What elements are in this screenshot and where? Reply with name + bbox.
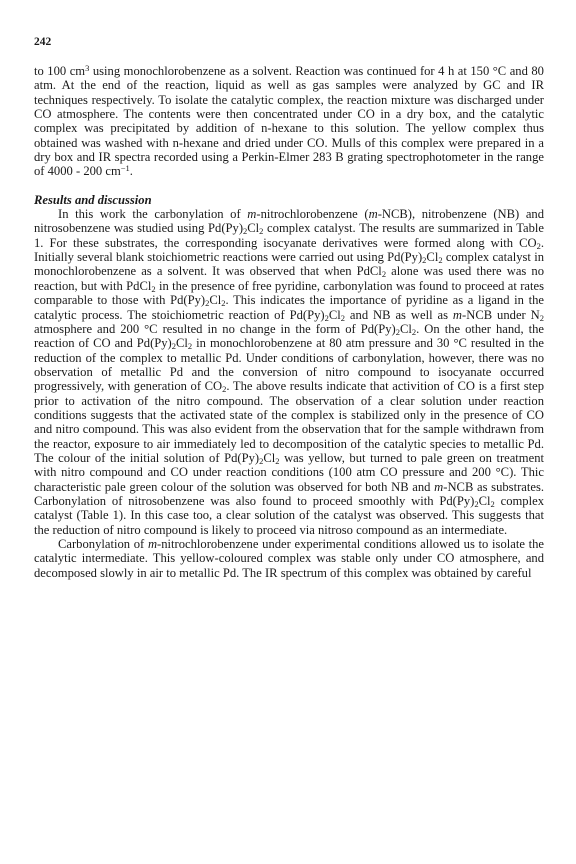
paragraph-intro: to 100 $cm^3$ using monochlorobenzene as a solvent. Reaction was continued for 4 h at 150 °C and 80 atm. At the end of the reaction, liquid as well as gas samples were analyzed by GC and IR techniques respectively. To isolate the catalytic complex, the reaction mixture was discharged under CO atmosphere. The contents were then concentrated under CO in a dry box, and the catalytic complex was precipitated by addition of n-hexane to this solution. The yellow complex thus obtained was washed with n-hexane and dried under CO. Mulls of this complex were prepared in a dry box and IR spectra recorded using a Perkin-Elmer 283 B grating spectrophotometer in the range of 4000 - 200 $cm^{-1}$. — [34, 63, 544, 179]
section-heading-results: Results and discussion — [34, 192, 152, 207]
paragraph-results-2: Carbonylation of m-nitrochlorobenzene under experimental conditions allowed us to isolate the catalytic intermediate. This yellow-coloured complex was stable only under CO atmosphere, and decomposed slowly in air to metallic Pd. The IR spectrum of this complex was obtained by careful — [34, 537, 544, 580]
paragraph-results-1: In this work the carbonylation of m-nitrochlorobenzene (m-NCB), nitrobenzene (NB) and nitrosobenzene was studied using $Pd(Py)_2Cl_2$ complex catalyst. The results are summarized in Table 1. For these substrates, the corresponding isocyanate derivatives were formed along with $CO_2$. Initially several blank stoichiometric reactions were carried out using $Pd(Py)_2Cl_2$ complex catalyst in monochlorobenzene as a solvent. It was observed that when PdCl$_2$ alone was used there was no reaction, but with PdCl$_2$ in the presence of free pyridine, carbonylation was found to proceed at rates comparable to those with $Pd(Py)_2Cl_2$. This indicates the importance of pyridine as a ligand in the catalytic process. The stoichiometric reaction of $Pd(Py)_2Cl_2$ and NB as well as m-NCB under $N_2$ atmosphere and 200 °C resulted in no change in the form of $Pd(Py)_2Cl_2$. On the other hand, the reaction of CO and $Pd(Py)_2Cl_2$ in monochlorobenzene at 80 atm pressure and 30 °C resulted in the reduction of the complex to metallic Pd. Under conditions of carbonylation, however, there was no observation of metallic Pd and the conversion of nitro compound to isocyanate occurred progressively, with generation of $CO_2$. The above results indicate that activition of CO is a first step prior to activation of the nitro compound. The observation of a clear solution under reaction conditions suggests that the activated state of the complex is stabilized only in the presence of CO and nitro compound. This was also evident from the observation that for the sample withdrawn from the reactor, exposure to air immediately led to decomposition of the catalytic species to metallic Pd. The colour of the initial solution of $Pd(Py)_2Cl_2$ was yellow, but turned to pale green on treatment with nitro compound and CO under reaction conditions (100 atm CO pressure and 200 °C). Thic characteristic pale green colour of the solution was observed for both NB and m-NCB as substrates. Carbonylation of nitrosobenzene was also found to proceed smoothly with $Pd(Py)_2Cl_2$ complex catalyst (Table 1). In this case too, a clear solution of the catalyst was observed. This suggests that the reduction of nitro compound is likely to proceed via nitroso compound as an intermediate. — [34, 207, 545, 537]
body-text — [34, 64, 544, 580]
page-number: 242 — [34, 36, 52, 48]
